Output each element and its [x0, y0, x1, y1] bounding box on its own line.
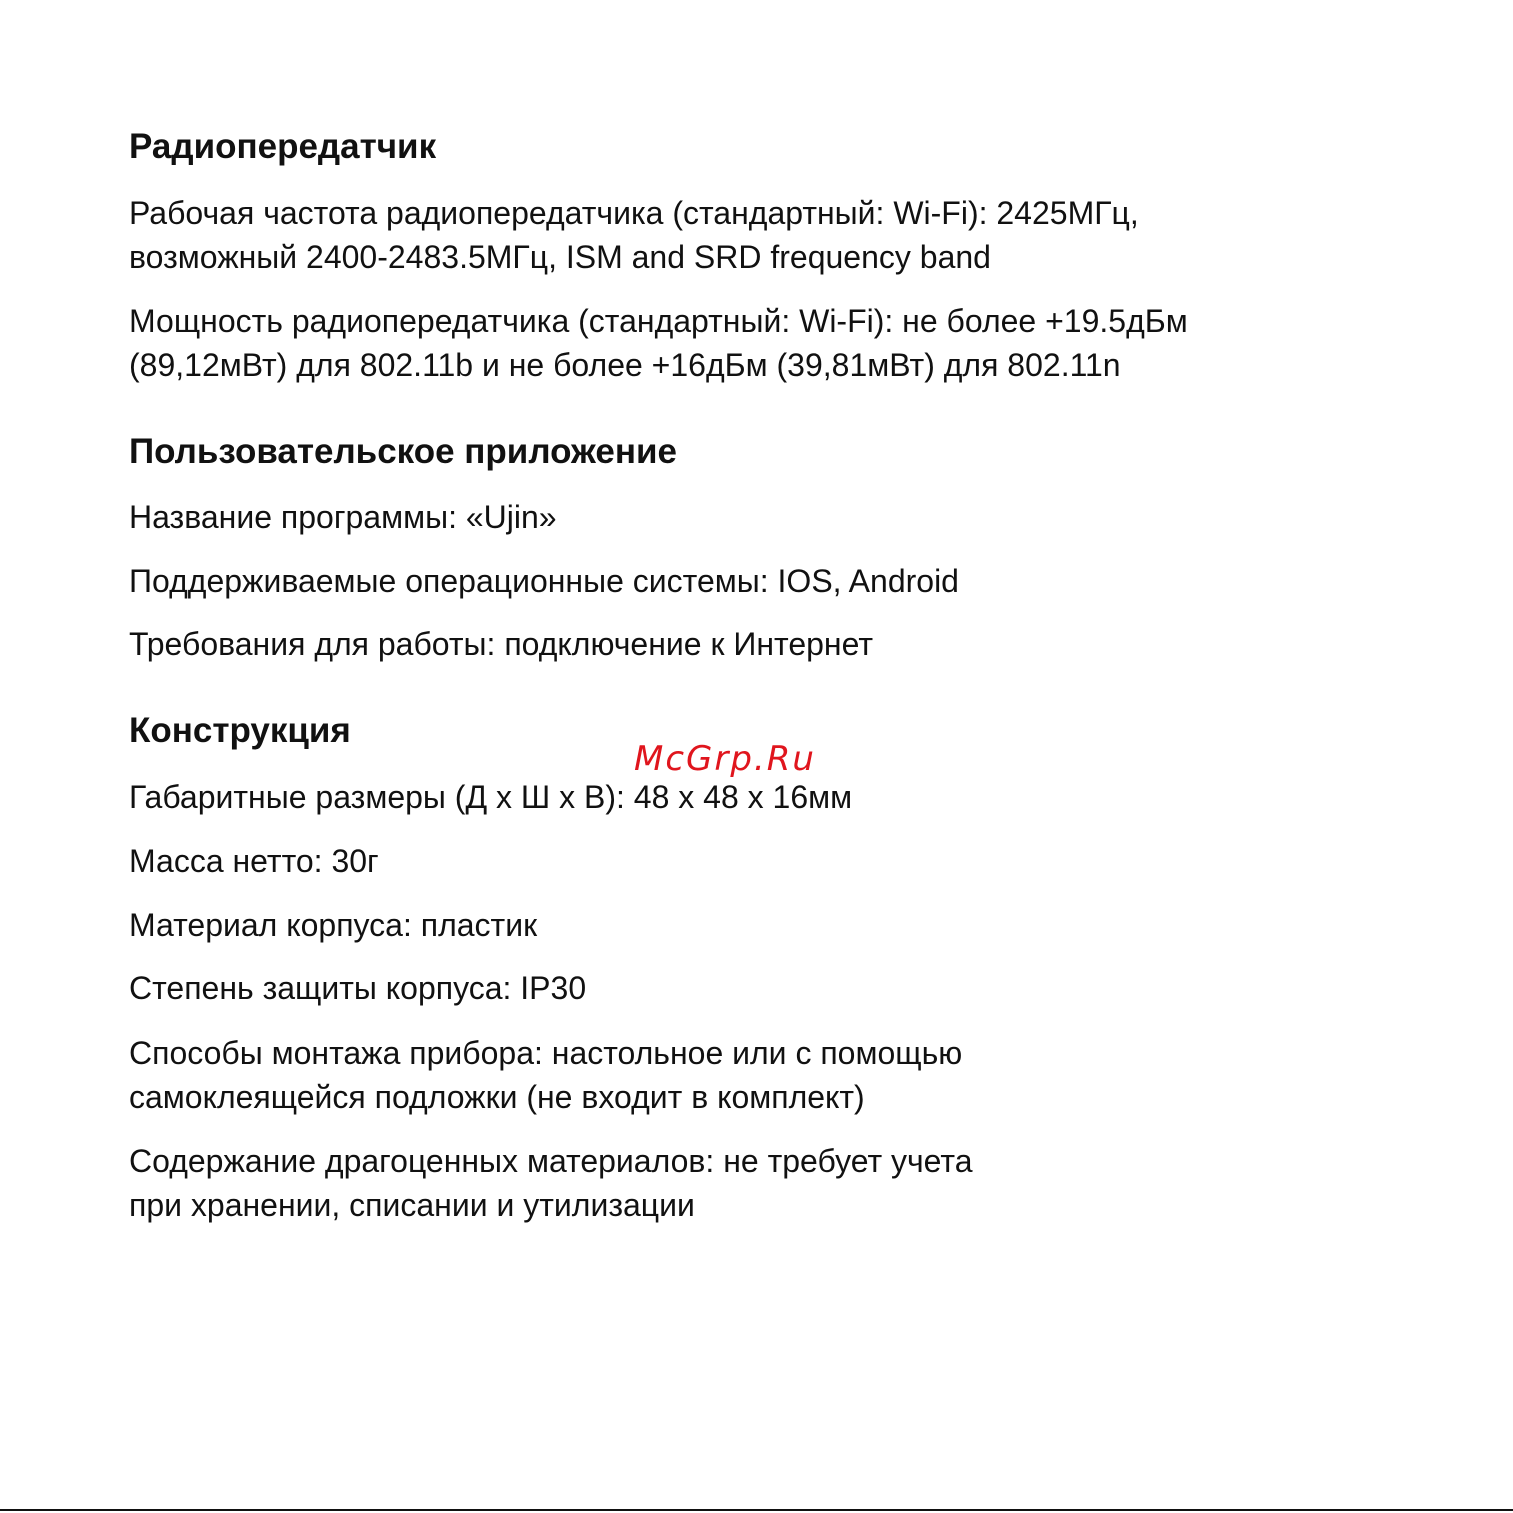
spec-precious-line2: при хранении, списании и утилизации [129, 1187, 695, 1223]
spec-radio-power-line1: Мощность радиопередатчика (стандартный: Wi-Fi): не более +19.5дБм [129, 303, 1188, 339]
spec-precious [129, 1139, 973, 1227]
spec-dimensions: Габаритные размеры (Д х Ш х В): 48 х 48 х 16мм [129, 779, 853, 815]
spec-radio-frequency [129, 191, 1139, 279]
bottom-divider [0, 1509, 1513, 1511]
spec-app-os: Поддерживаемые операционные системы: IOS, Android [129, 563, 959, 599]
spec-mounting [129, 1031, 962, 1119]
section-title-radio: Радиопередатчик [129, 127, 437, 166]
spec-app-name: Название программы: «Ujin» [129, 499, 557, 535]
section-title-construction: Конструкция [129, 711, 351, 750]
spec-radio-frequency-line2: возможный 2400-2483.5МГц, ISM and SRD frequency band [129, 239, 991, 275]
spec-weight: Масса нетто: 30г [129, 843, 379, 879]
spec-radio-power [129, 299, 1188, 387]
spec-mounting-line2: самоклеящейся подложки (не входит в комплект) [129, 1079, 865, 1115]
spec-precious-line1: Содержание драгоценных материалов: не требует учета [129, 1143, 973, 1179]
spec-mounting-line1: Способы монтажа прибора: настольное или с помощью [129, 1035, 963, 1071]
spec-protection: Степень защиты корпуса: IP30 [129, 970, 587, 1006]
watermark-text: McGrp.Ru [634, 739, 816, 779]
spec-radio-power-line2: (89,12мВт) для 802.11b и не более +16дБм (39,81мВт) для 802.11n [129, 347, 1121, 383]
spec-material: Материал корпуса: пластик [129, 907, 538, 943]
spec-radio-frequency-line1: Рабочая частота радиопередатчика (стандартный: Wi-Fi): 2425МГц, [129, 195, 1139, 231]
section-title-app: Пользовательское приложение [129, 432, 677, 471]
spec-app-requirements: Требования для работы: подключение к Интернет [129, 626, 873, 662]
